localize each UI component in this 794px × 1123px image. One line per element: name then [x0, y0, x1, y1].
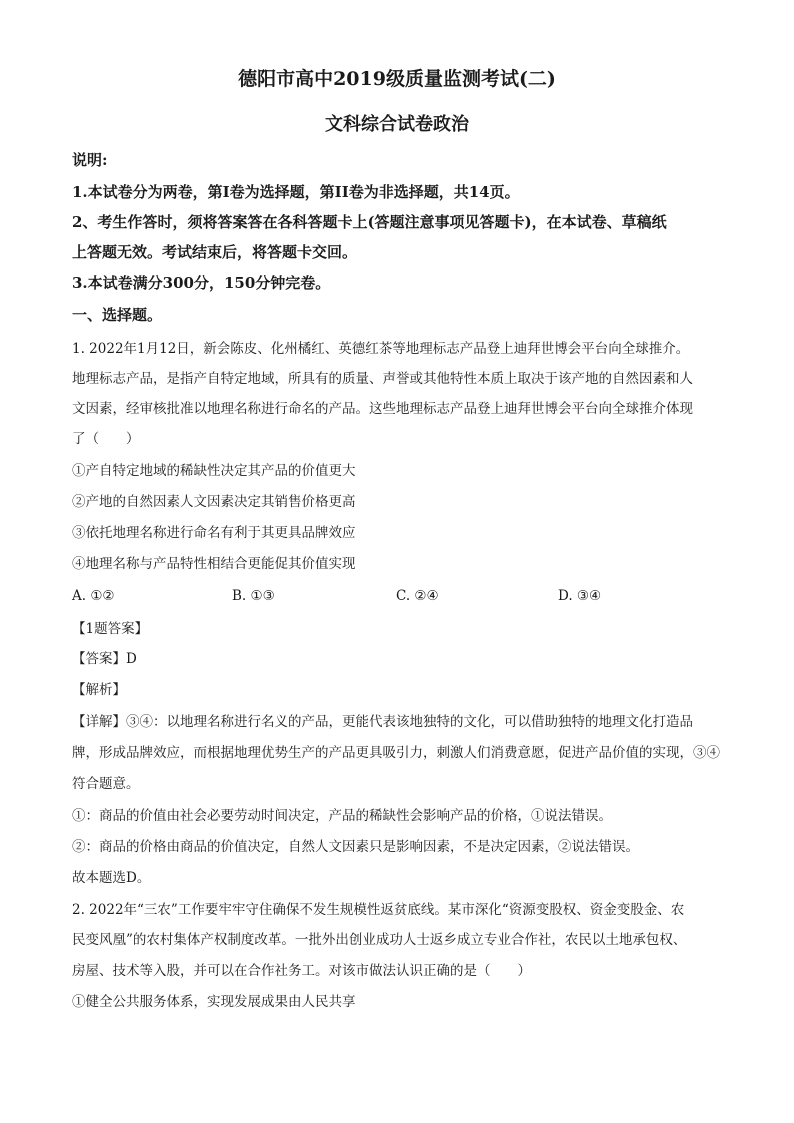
q1-detail-line-1: 【详解】③④：以地理名称进行名义的产品，更能代表该地独特的文化，可以借助独特的地理文化打造品: [72, 714, 693, 730]
q1-note-1: ①：商品的价值由社会必要劳动时间决定，产品的稀缺性会影响产品的价格，①说法错误。: [72, 808, 612, 824]
q1-answer: 【答案】D: [72, 651, 137, 667]
q1-option-b: B. ①③: [232, 588, 275, 604]
instruction-item-2-line-2: 上答题无效。考试结束后，将答题卡交回。: [72, 243, 358, 261]
q1-detail-line-2: 牌，形成品牌效应，而根据地理优势生产的产品更具吸引力，刺激人们消费意愿，促进产品价值的实现，③④: [72, 745, 720, 761]
q2-statement-1: ①健全公共服务体系，实现发展成果由人民共享: [72, 994, 356, 1010]
q1-statement-4: ④地理名称与产品特性相结合更能促其价值实现: [72, 556, 356, 572]
q1-stem-line-2: 地理标志产品，是指产自特定地域，所具有的质量、声誉或其他特性本质上取决于该产地的自然因素和人: [72, 371, 693, 387]
q1-option-c: C. ②④: [396, 588, 439, 604]
q1-answer-header: 【1题答案】: [72, 621, 149, 637]
q1-stem-line-1: 1. 2022年1月12日，新会陈皮、化州橘红、英德红茶等地理标志产品登上迪拜世博会平台向全球推介。: [72, 341, 690, 357]
q1-statement-1: ①产自特定地域的稀缺性决定其产品的价值更大: [72, 463, 356, 479]
q1-option-d: D. ③④: [558, 588, 602, 604]
section-heading: 一、选择题。: [72, 306, 163, 324]
instruction-item-2-line-1: 2、考生作答时，须将答案答在各科答题卡上(答题注意事项见答题卡)，在本试卷、草稿纸: [72, 213, 667, 231]
q2-stem-line-3: 房屋、技术等入股，并可以在合作社务工。对该市做法认识正确的是（ ）: [72, 963, 531, 979]
q1-option-a: A. ①②: [72, 588, 115, 604]
instructions-label: 说明:: [72, 151, 108, 169]
document-title: 德阳市高中2019级质量监测考试(二): [238, 68, 556, 90]
q1-conclusion: 故本题选D。: [72, 870, 151, 886]
instruction-item-1: 1.本试卷分为两卷，第I卷为选择题，第II卷为非选择题，共14页。: [72, 183, 520, 201]
q1-detail-line-3: 符合题意。: [72, 776, 140, 792]
q1-stem-line-3: 文因素，经审核批准以地理名称进行命名的产品。这些地理标志产品登上迪拜世博会平台向全球推介体现: [72, 401, 693, 417]
document-subtitle: 文科综合试卷政治: [325, 114, 469, 135]
instruction-item-3: 3.本试卷满分300分，150分钟完卷。: [72, 274, 331, 292]
q1-statement-3: ③依托地理名称进行命名有利于其更具品牌效应: [72, 525, 356, 541]
q1-statement-2: ②产地的自然因素人文因素决定其销售价格更高: [72, 494, 356, 510]
q1-stem-line-4: 了（ ）: [72, 431, 140, 447]
q2-stem-line-2: 民变风凰”的农村集体产权制度改革。一批外出创业成功人士返乡成立专业合作社，农民以土地承包权、: [72, 932, 687, 948]
q1-note-2: ②：商品的价格由商品的价值决定，自然人文因素只是影响因素，不是决定因素，②说法错误。: [72, 839, 639, 855]
q1-analysis-label: 【解析】: [72, 682, 126, 698]
q2-stem-line-1: 2. 2022年“三农”工作要牢牢守住确保不发生规模性返贫底线。某市深化“资源变股权、资金变股金、农: [72, 902, 685, 918]
